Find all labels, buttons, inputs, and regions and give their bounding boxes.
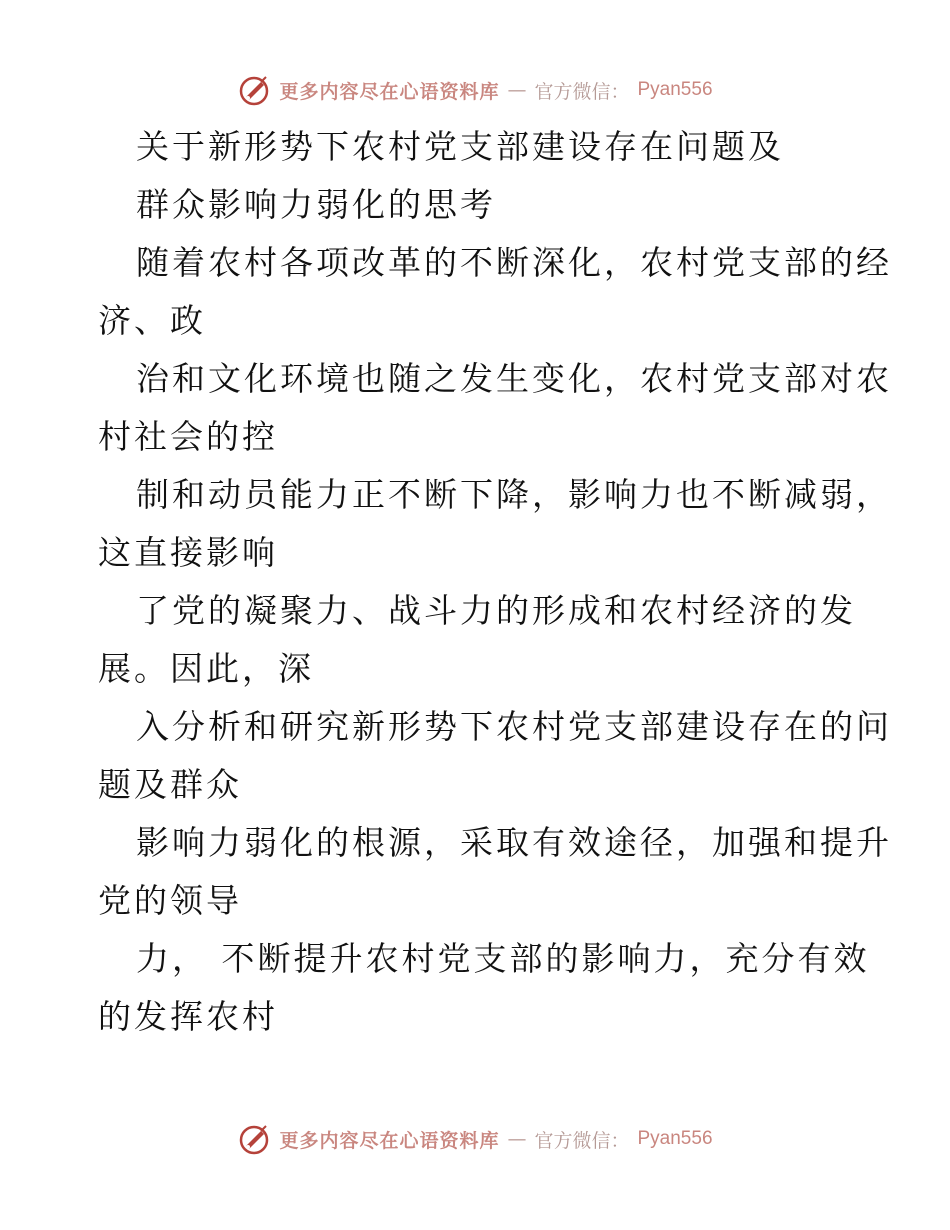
- paragraph-line: 治和文化环境也随之发生变化，农村党支部对农: [136, 359, 892, 398]
- footer-watermark: [0, 1119, 950, 1159]
- paragraph-line: 的发挥农村: [98, 997, 278, 1036]
- document-body: [98, 118, 892, 1046]
- header-watermark: [0, 70, 950, 110]
- quill-seal-icon: [237, 1122, 271, 1156]
- quill-seal-icon: [237, 73, 271, 107]
- watermark-wechat-id: Pyan556: [637, 79, 713, 100]
- paragraph-line: 济、政: [98, 301, 206, 340]
- watermark-site-text: 更多内容尽在心语资料库: [279, 80, 500, 103]
- paragraph-line: 题及群众: [98, 765, 242, 804]
- document-title-line-1: 关于新形势下农村党支部建设存在问题及: [136, 127, 784, 166]
- paragraph-line: 村社会的控: [98, 417, 278, 456]
- paragraph-line: 随着农村各项改革的不断深化，农村党支部的经: [136, 243, 892, 282]
- watermark-label: 官方微信：: [534, 1129, 630, 1152]
- watermark-site-text: 更多内容尽在心语资料库: [279, 1129, 500, 1152]
- paragraph-line: 了党的凝聚力、战斗力的形成和农村经济的发: [136, 591, 856, 630]
- document-title-line-2: 群众影响力弱化的思考: [136, 185, 496, 224]
- paragraph-line: 制和动员能力正不断下降，影响力也不断减弱，: [136, 475, 892, 514]
- paragraph-line: 这直接影响: [98, 533, 278, 572]
- paragraph-line: 入分析和研究新形势下农村党支部建设存在的问: [136, 707, 892, 746]
- watermark-label: 官方微信：: [534, 80, 630, 103]
- paragraph-line: 党的领导: [98, 881, 242, 920]
- paragraph-line: 影响力弱化的根源，采取有效途径，加强和提升: [136, 823, 892, 862]
- watermark-separator: —: [507, 79, 527, 101]
- paragraph-line: 展。因此，深: [98, 649, 314, 688]
- watermark-separator: —: [507, 1128, 527, 1150]
- watermark-wechat-id: Pyan556: [637, 1128, 713, 1149]
- paragraph-line: 力， 不断提升农村党支部的影响力，充分有效: [136, 939, 870, 978]
